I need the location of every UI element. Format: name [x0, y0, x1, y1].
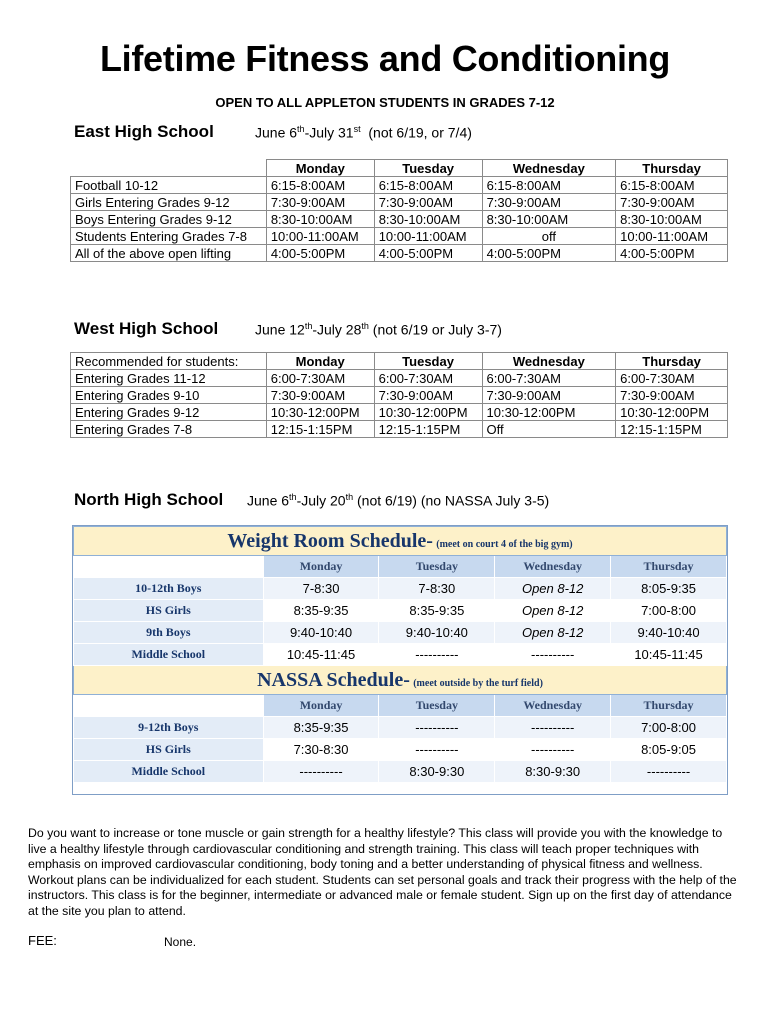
row-label: HS Girls — [74, 739, 264, 761]
cell-thursday: 4:00-5:00PM — [616, 245, 728, 262]
cell-wednesday: 6:00-7:30AM — [482, 370, 616, 387]
table-row — [71, 421, 728, 438]
cell-wednesday: ---------- — [495, 644, 611, 666]
header-monday: Monday — [263, 556, 379, 578]
cell-thursday: ---------- — [611, 761, 727, 783]
page-title: Lifetime Fitness and Conditioning — [99, 38, 671, 79]
cell-wednesday: ---------- — [495, 717, 611, 739]
header-monday: Monday — [266, 353, 374, 370]
nassa-title: NASSA Schedule- — [257, 668, 410, 691]
header-monday: Monday — [263, 695, 379, 717]
cell-tuesday: ---------- — [379, 644, 495, 666]
cell-tuesday: 8:30-9:30 — [379, 761, 495, 783]
row-label: Girls Entering Grades 9-12 — [71, 194, 267, 211]
table-row — [74, 578, 727, 600]
table-row — [74, 717, 727, 739]
header-monday: Monday — [266, 160, 374, 177]
cell-wednesday: 7:30-9:00AM — [482, 387, 616, 404]
row-label: All of the above open lifting — [71, 245, 267, 262]
class-description: Do you want to increase or tone muscle or gain strength for a healthy lifestyle? This class will provide you with the knowledge to live a healthy lifestyle through cardiovascular conditioning and strength training. This class will teach proper techniques with emphasis on improved cardiovascular conditioning, body toning and a better understanding of physical fitness and wellness. Workout plans can be individualized for each student. Students can set personal goals and track their progress with the help of the instructors. This class is for the beginner, intermediate or advanced male or female student. Sign up on the first day of attendance at the site you plan to attend. — [28, 826, 737, 918]
cell-wednesday: Open 8-12 — [495, 578, 611, 600]
row-label: HS Girls — [74, 600, 264, 622]
cell-thursday: 8:30-10:00AM — [616, 211, 728, 228]
cell-monday: ---------- — [263, 761, 379, 783]
cell-tuesday: ---------- — [379, 739, 495, 761]
cell-wednesday: 8:30-9:30 — [495, 761, 611, 783]
table-row — [71, 194, 728, 211]
row-label: Entering Grades 9-10 — [71, 387, 267, 404]
header-tuesday: Tuesday — [374, 353, 482, 370]
header-thursday: Thursday — [616, 160, 728, 177]
cell-wednesday: ---------- — [495, 739, 611, 761]
cell-tuesday: 6:15-8:00AM — [374, 177, 482, 194]
cell-monday: 7:30-9:00AM — [266, 387, 374, 404]
cell-tuesday: 7:30-9:00AM — [374, 194, 482, 211]
cell-tuesday: 12:15-1:15PM — [374, 421, 482, 438]
header-tuesday: Tuesday — [374, 160, 482, 177]
cell-tuesday: 6:00-7:30AM — [374, 370, 482, 387]
header-wednesday: Wednesday — [482, 353, 616, 370]
cell-thursday: 7:30-9:00AM — [616, 387, 728, 404]
table-row — [71, 177, 728, 194]
cell-monday: 8:35-9:35 — [263, 600, 379, 622]
cell-monday: 7-8:30 — [263, 578, 379, 600]
header-blank — [71, 160, 267, 177]
table-row — [71, 387, 728, 404]
cell-wednesday: 6:15-8:00AM — [482, 177, 616, 194]
table-row — [71, 211, 728, 228]
table-row — [71, 370, 728, 387]
cell-thursday: 10:45-11:45 — [611, 644, 727, 666]
row-label: Students Entering Grades 7-8 — [71, 228, 267, 245]
row-label: Middle School — [74, 644, 264, 666]
west-school-heading: West High School — [74, 319, 219, 338]
header-lead: Recommended for students: — [71, 353, 267, 370]
weight-day-header-row — [74, 556, 727, 578]
cell-monday: 12:15-1:15PM — [266, 421, 374, 438]
cell-monday: 7:30-9:00AM — [266, 194, 374, 211]
nassa-banner-row — [74, 666, 727, 695]
row-label: Football 10-12 — [71, 177, 267, 194]
cell-thursday: 12:15-1:15PM — [616, 421, 728, 438]
row-label: 10-12th Boys — [74, 578, 264, 600]
cell-wednesday: 10:30-12:00PM — [482, 404, 616, 421]
cell-thursday: 9:40-10:40 — [611, 622, 727, 644]
cell-wednesday: 8:30-10:00AM — [482, 211, 616, 228]
header-wednesday: Wednesday — [482, 160, 616, 177]
row-label: Entering Grades 7-8 — [71, 421, 267, 438]
north-dates: June 6th-July 20th (not 6/19) (no NASSA July 3-5) — [247, 492, 550, 509]
cell-thursday: 8:05-9:05 — [611, 739, 727, 761]
table-row — [71, 404, 728, 421]
header-tuesday: Tuesday — [379, 695, 495, 717]
cell-thursday: 8:05-9:35 — [611, 578, 727, 600]
header-wednesday: Wednesday — [495, 695, 611, 717]
cell-monday: 10:00-11:00AM — [266, 228, 374, 245]
header-thursday: Thursday — [616, 353, 728, 370]
table-row — [74, 761, 727, 783]
cell-monday: 7:30-8:30 — [263, 739, 379, 761]
table-row — [74, 644, 727, 666]
header-blank — [74, 695, 264, 717]
cell-monday: 6:15-8:00AM — [266, 177, 374, 194]
cell-monday: 4:00-5:00PM — [266, 245, 374, 262]
nassa-day-header-row — [74, 695, 727, 717]
east-dates: June 6th-July 31st (not 6/19, or 7/4) — [255, 124, 472, 141]
weight-room-title: Weight Room Schedule- — [227, 529, 433, 552]
subtitle: OPEN TO ALL APPLETON STUDENTS IN GRADES 7-12 — [215, 95, 555, 110]
table-row — [71, 245, 728, 262]
cell-thursday: 7:00-8:00 — [611, 600, 727, 622]
table-header-row — [71, 160, 728, 177]
cell-monday: 10:30-12:00PM — [266, 404, 374, 421]
cell-thursday: 6:00-7:30AM — [616, 370, 728, 387]
cell-thursday: 6:15-8:00AM — [616, 177, 728, 194]
cell-thursday: 7:00-8:00 — [611, 717, 727, 739]
cell-tuesday: 4:00-5:00PM — [374, 245, 482, 262]
fee-value: None. — [164, 935, 197, 949]
row-label: Middle School — [74, 761, 264, 783]
east-schedule-table — [70, 159, 728, 262]
header-blank — [74, 556, 264, 578]
cell-wednesday: Off — [482, 421, 616, 438]
cell-monday: 8:30-10:00AM — [266, 211, 374, 228]
cell-wednesday: 7:30-9:00AM — [482, 194, 616, 211]
cell-monday: 10:45-11:45 — [263, 644, 379, 666]
cell-tuesday: 10:30-12:00PM — [374, 404, 482, 421]
table-header-row — [71, 353, 728, 370]
header-thursday: Thursday — [611, 556, 727, 578]
cell-tuesday: 8:35-9:35 — [379, 600, 495, 622]
fee-label: FEE: — [28, 933, 57, 948]
row-label: 9-12th Boys — [74, 717, 264, 739]
cell-monday: 9:40-10:40 — [263, 622, 379, 644]
cell-wednesday: 4:00-5:00PM — [482, 245, 616, 262]
cell-wednesday: Open 8-12 — [495, 622, 611, 644]
cell-monday: 6:00-7:30AM — [266, 370, 374, 387]
weight-room-banner-row — [74, 527, 727, 556]
cell-tuesday: 8:30-10:00AM — [374, 211, 482, 228]
table-row — [74, 739, 727, 761]
cell-tuesday: 9:40-10:40 — [379, 622, 495, 644]
cell-tuesday: 7-8:30 — [379, 578, 495, 600]
header-thursday: Thursday — [611, 695, 727, 717]
cell-wednesday: Open 8-12 — [495, 600, 611, 622]
cell-tuesday: 7:30-9:00AM — [374, 387, 482, 404]
weight-room-banner — [74, 527, 727, 556]
cell-wednesday: off — [482, 228, 616, 245]
west-schedule-table — [70, 352, 728, 438]
table-row — [71, 228, 728, 245]
west-dates: June 12th-July 28th (not 6/19 or July 3-7) — [255, 321, 502, 338]
row-label: Entering Grades 11-12 — [71, 370, 267, 387]
cell-tuesday: 10:00-11:00AM — [374, 228, 482, 245]
header-tuesday: Tuesday — [379, 556, 495, 578]
row-label: 9th Boys — [74, 622, 264, 644]
nassa-note: (meet outside by the turf field) — [413, 677, 543, 689]
table-row — [74, 600, 727, 622]
row-label: Boys Entering Grades 9-12 — [71, 211, 267, 228]
header-wednesday: Wednesday — [495, 556, 611, 578]
cell-monday: 8:35-9:35 — [263, 717, 379, 739]
cell-tuesday: ---------- — [379, 717, 495, 739]
cell-thursday: 10:30-12:00PM — [616, 404, 728, 421]
north-school-heading: North High School — [74, 490, 224, 509]
row-label: Entering Grades 9-12 — [71, 404, 267, 421]
cell-thursday: 7:30-9:00AM — [616, 194, 728, 211]
north-schedule-table — [73, 526, 727, 783]
east-school-heading: East High School — [74, 122, 214, 141]
nassa-banner — [74, 666, 727, 695]
table-row — [74, 622, 727, 644]
cell-thursday: 10:00-11:00AM — [616, 228, 728, 245]
weight-room-note: (meet on court 4 of the big gym) — [436, 538, 573, 550]
